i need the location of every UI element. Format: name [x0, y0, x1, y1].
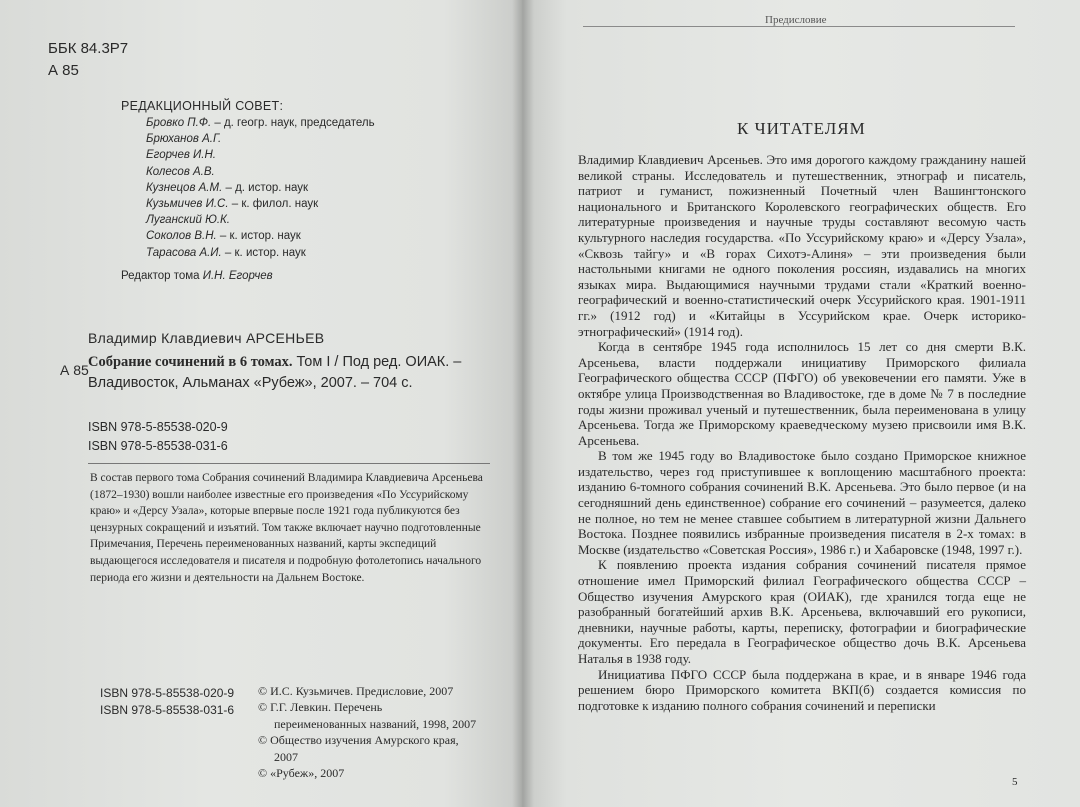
isbn-list — [88, 418, 228, 456]
copyright-line: 2007 — [274, 749, 298, 764]
author-sign-mid: А 85 — [60, 362, 89, 378]
paragraph: Инициатива ПФГО СССР была поддержана в крае, и в январе 1946 года решением бюро Приморского комитета ВКП(б) создается комиссия по подготовке к изданию полного собрания сочинений и переписки — [578, 666, 1026, 713]
copyright-line: © Общество изучения Амурского края, — [258, 733, 459, 748]
bbk-code: ББК 84.3Р7 — [48, 40, 129, 57]
council-member: Тарасова А.И. – к. истор. наук — [146, 246, 306, 259]
isbn: ISBN 978-5-85538-020-9 — [100, 686, 235, 700]
isbn-list-bottom — [100, 685, 234, 719]
copyright-notices — [258, 683, 476, 781]
isbn: ISBN 978-5-85538-031-6 — [100, 703, 235, 717]
council-member: Кузнецов А.М. – д. истор. наук — [146, 181, 309, 194]
copyright-line: © «Рубеж», 2007 — [258, 766, 345, 781]
copyright-line: переименованных названий, 1998, 2007 — [274, 716, 477, 731]
running-head: Предисловие — [765, 14, 827, 26]
council-member: Брюханов А.Г. — [146, 133, 222, 146]
isbn: ISBN 978-5-85538-020-9 — [88, 420, 228, 434]
running-head-rule — [583, 26, 1015, 27]
council-member: Егорчев И.Н. — [146, 149, 216, 162]
copyright-line: © И.С. Кузьмичев. Предисловие, 2007 — [258, 684, 454, 698]
paragraph: Когда в сентябре 1945 года исполнилось 15 лет со дня смерти В.К. Арсеньева, власти поддержали инициативу Приморского филиала Географического общества СССР (ПФГО) об увековечении его памяти. Уже в октябре улица Производственная во Владивостоке, где в доме № 7 в последние годы жизни проживал ученый и путешественник, была переименована в улицу Арсеньева. Тогда же Приморскому краеведческому музею присвоили имя В.К. Арсеньева. — [578, 339, 1026, 448]
author-name: Владимир Клавдиевич АРСЕНЬЕВ — [88, 330, 325, 346]
author-sign-top: А 85 — [48, 62, 79, 79]
council-member: Луганский Ю.К. — [146, 214, 230, 227]
council-member: Колесов А.В. — [146, 165, 215, 178]
divider — [88, 463, 490, 464]
article-body — [578, 152, 1026, 713]
paragraph: К появлению проекта издания собрания сочинений писателя прямое отношение имел Приморский филиал Географического общества СССР – Общество изучения Амурского края (ОИАК), где хранился тогда еще не разобранный богатейший архив В.К. Арсеньева, включавший его рукописи, дневники, научные работы, карты, переписку, фотографии и биографические документы. Его передала в Географическое общество дочь В.К. Арсеньева Наталья в 1938 году. — [578, 557, 1026, 666]
volume-editor: Редактор тома И.Н. Егорчев — [121, 270, 273, 282]
book-gutter — [512, 0, 534, 807]
editorial-council-list — [146, 115, 375, 261]
paragraph: Владимир Клавдиевич Арсеньев. Это имя дорогого каждому гражданину нашей великой страны. Исследователь и путешественник, этнограф и писатель, патриот и гуманист, пожизненный Почетный член Вашингтонского национального и Британского Королевского географических обществ. Его литературные произведения и научные труды составляют весомую часть культурного наследия государства. «По Уссурийскому краю» и «Дерсу Узала», «Сквозь тайгу» и «В горах Сихотэ-Алиня» – эти произведения были настольными книгами не одного поколения россиян, издавались на многих языках мира. Выдающимися научными трудами стали «Краткий военно-географический и военно-статистический очерк Уссурийского края. 1901-1911 гг.» (1912 год) и «Китайцы в Уссурийском крае. Очерк историко-этнографический» (1914 год). — [578, 152, 1026, 339]
section-heading: К ЧИТАТЕЛЯМ — [737, 119, 866, 138]
imprint: Владивосток, Альманах «Рубеж», 2007. – 704 с. — [88, 375, 413, 391]
isbn: ISBN 978-5-85538-031-6 — [88, 439, 228, 453]
council-member: Кузьмичев И.С. – к. филол. наук — [146, 198, 319, 211]
page-number: 5 — [1012, 776, 1018, 788]
collection-title: Собрание сочинений в 6 томах. — [88, 354, 293, 370]
council-member: Соколов В.Н. – к. истор. наук — [146, 230, 301, 243]
editorial-council-title: РЕДАКЦИОННЫЙ СОВЕТ: — [121, 99, 284, 113]
annotation: В состав первого тома Собрания сочинений Владимира Клавдиевича Арсеньева (1872–1930) вошли наиболее известные его произведения «По Уссурийскому краю» и «Дерсу Узала», которые впервые после 1921 года публикуются без цензурных сокращений и изъятий. Том также включает научно подготовленные Примечания, Перечень переименованных названий, карты экспедиций выдающегося исследователя и писателя и подробную фотолетопись начального периода его жизни и деятельности на Дальнем Востоке. — [90, 472, 483, 584]
paragraph: В том же 1945 году во Владивостоке было создано Приморское книжное издательство, через год приступившее к воплощению масштабного проекта: изданию 6-томного собрания сочинений В.К. Арсеньева. Это было первое (и на сегодняшний день единственное) собрание его сочинений – разумеется, далеко не полное, но тем не менее ставшее событием в литературной жизни Дальнего Востока. Позднее появились избранные произведения писателя в 2-х томах: в Москве (издательство «Советская Россия», 1986 г.) и Хабаровске (1948, 1997 г.). — [578, 448, 1026, 557]
bibliographic-record: Собрание сочинений в 6 томах. Том I / Под ред. ОИАК. – Владивосток, Альманах «Рубеж», 2007. – 704 с. — [88, 352, 498, 394]
copyright-line: © Г.Г. Левкин. Перечень — [258, 700, 383, 715]
council-member: Бровко П.Ф. – д. геогр. наук, председатель — [146, 117, 375, 129]
left-page — [0, 0, 522, 807]
